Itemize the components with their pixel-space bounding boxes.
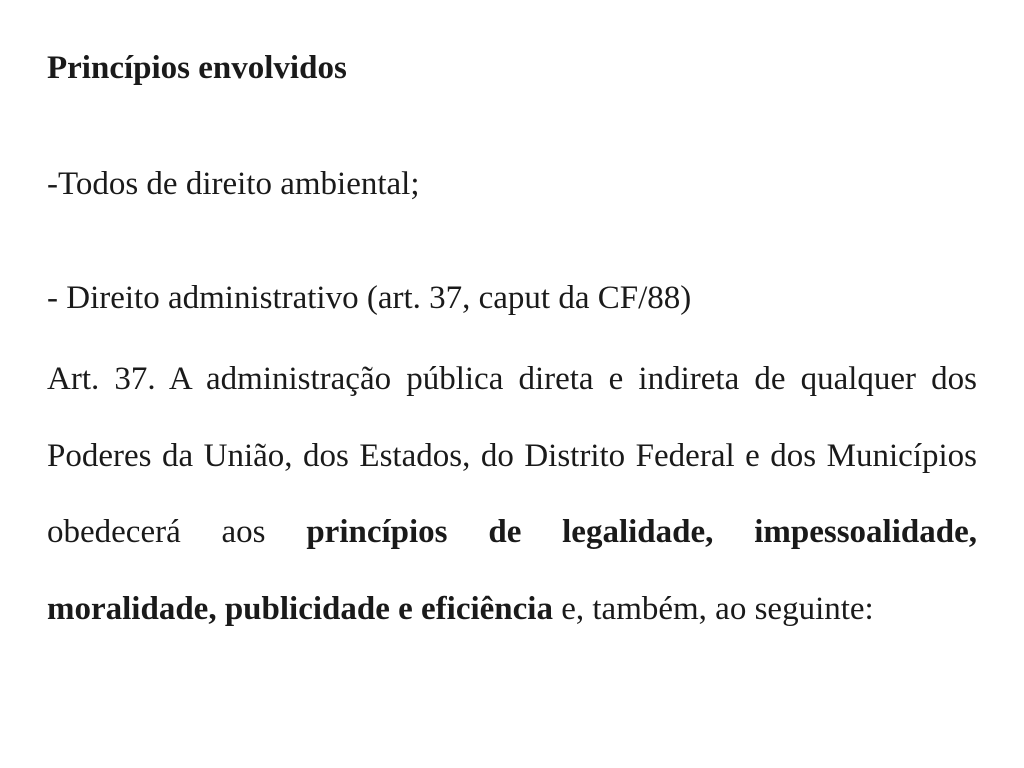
bullet-administrative-law: - Direito administrativo (art. 37, caput da CF/88) (47, 280, 692, 316)
article-text-after-bold: e, também, ao seguinte: (552, 590, 874, 627)
article-37-text (47, 341, 977, 647)
bullet-environmental-law: -Todos de direito ambiental; (47, 166, 420, 202)
article-text-before-bold: Art. 37. A administração pública direta e indireta de qualquer dos Poderes da União, dos Estados, do Distrito Federal e dos Municípios obedecerá aos (47, 361, 977, 550)
slide-heading: Princípios envolvidos (47, 50, 347, 86)
article-principles-bold: princípios de legalidade, impessoalidade, moralidade, publicidade e eficiência (47, 514, 977, 627)
